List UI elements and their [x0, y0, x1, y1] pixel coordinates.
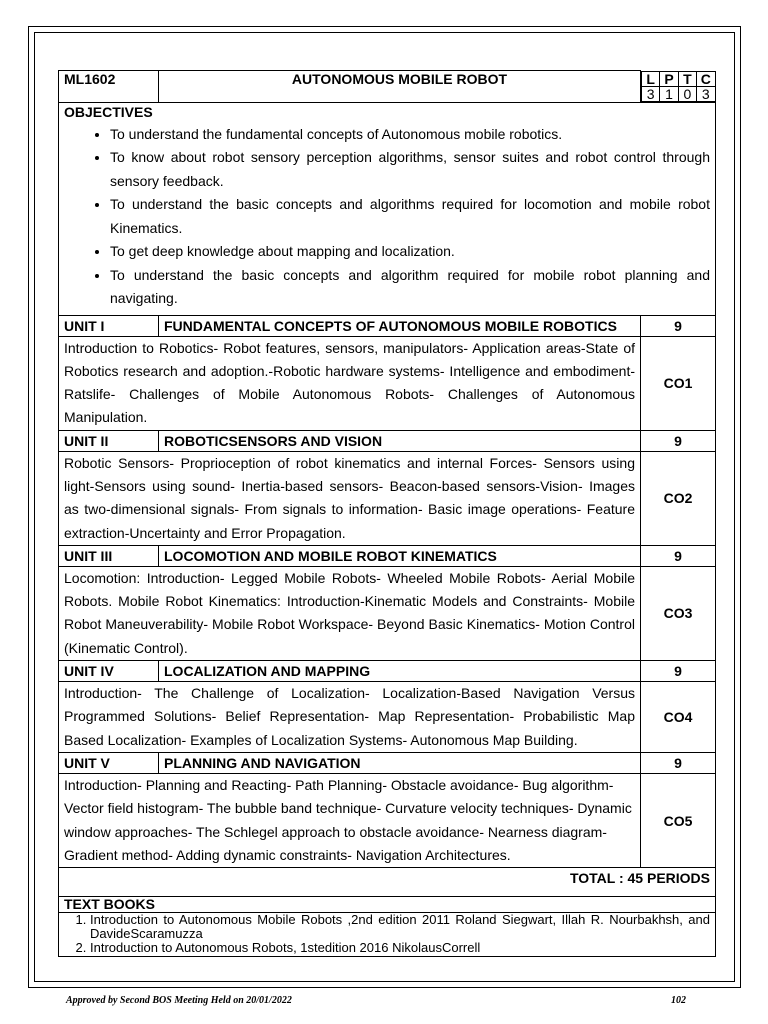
- ltpc-label: P: [660, 71, 678, 86]
- unit-content: Introduction- The Challenge of Localization- Localization-Based Navigation Versus Programmed Solutions- Belief Representation- Map Representation- Probabilistic Map Based Localization- Examples of Localization Systems- Autonomous Map Building.: [59, 682, 641, 753]
- unit-label: UNIT I: [59, 315, 159, 336]
- ltpc-value: 1: [660, 86, 678, 101]
- text-book-item: 1. Introduction to Autonomous Mobile Robots ,2nd edition 2011 Roland Siegwart, Illah R. Nourbakhsh, and DavideScaramuzza: [90, 913, 710, 941]
- course-header-row: [59, 71, 716, 103]
- unit-title: PLANNING AND NAVIGATION: [159, 752, 641, 773]
- unit-content-row: [59, 682, 716, 753]
- unit-label: UNIT V: [59, 752, 159, 773]
- page-footer: [66, 995, 686, 1006]
- unit-header-row: [59, 430, 716, 451]
- objective-item: • To understand the basic concepts and algorithm required for mobile robot planning and navigating.: [110, 264, 710, 311]
- unit-title: LOCALIZATION AND MAPPING: [159, 661, 641, 682]
- text-books-heading: TEXT BOOKS: [64, 896, 156, 913]
- unit-hours: 9: [641, 545, 716, 566]
- objectives-heading: OBJECTIVES: [64, 103, 153, 120]
- approval-note: Approved by Second BOS Meeting Held on 20/01/2022: [66, 995, 292, 1006]
- course-outcome: CO4: [641, 682, 716, 753]
- unit-label: UNIT II: [59, 430, 159, 451]
- unit-content-row: [59, 451, 716, 545]
- unit-content: Robotic Sensors- Proprioception of robot kinematics and internal Forces- Sensors using light-Sensors using sound- Inertia-based sensors- Beacon-based sensors-Vision- Images as two-dimensional signals- From signals to information- Basic image operations- Feature extraction-Uncertainty and Error Propagation.: [59, 451, 641, 545]
- objectives-row: [59, 102, 716, 315]
- text-books-list-cell: [59, 913, 716, 957]
- course-title: AUTONOMOUS MOBILE ROBOT: [159, 71, 641, 103]
- unit-content: Introduction to Robotics- Robot features, sensors, manipulators- Application areas-State of Robotics research and adoption.-Robotic hardware systems- Intelligence and embodiment-Ratslife- Challenges of Mobile Autonomous Robots- Challenges of Autonomous Manipulation.: [59, 336, 641, 430]
- unit-header-row: [59, 545, 716, 566]
- course-outcome: CO1: [641, 336, 716, 430]
- syllabus-table: [58, 70, 716, 957]
- total-row: [59, 868, 716, 897]
- unit-content-row: [59, 773, 716, 867]
- objectives-section: [59, 102, 716, 315]
- unit-content: Locomotion: Introduction- Legged Mobile Robots- Wheeled Mobile Robots- Aerial Mobile Robots. Mobile Robot Kinematics: Introduction-Kinematic Models and Constraints- Mobile Robot Maneuverability- Mobile Robot Workspace- Beyond Basic Kinematics- Motion Control (Kinematic Control).: [59, 566, 641, 660]
- objective-item: • To get deep knowledge about mapping and localization.: [110, 240, 710, 264]
- ltpc-table: [641, 71, 716, 102]
- text-books-row: [59, 897, 716, 913]
- unit-hours: 9: [641, 430, 716, 451]
- unit-label: UNIT III: [59, 545, 159, 566]
- unit-title: ROBOTICSENSORS AND VISION: [159, 430, 641, 451]
- ltpc-value: 0: [678, 86, 696, 101]
- course-outcome: CO5: [641, 773, 716, 867]
- objectives-list: [64, 123, 710, 311]
- ltpc-value: 3: [697, 86, 715, 101]
- text-books-list: [64, 913, 710, 955]
- text-books-section: [59, 897, 716, 913]
- ltpc-box: [641, 71, 716, 103]
- objective-item: • To know about robot sensory perception algorithms, sensor suites and robot control through sensory feedback.: [110, 146, 710, 193]
- page-number: 102: [671, 995, 686, 1006]
- unit-hours: 9: [641, 315, 716, 336]
- ltpc-label: C: [697, 71, 715, 86]
- unit-title: LOCOMOTION AND MOBILE ROBOT KINEMATICS: [159, 545, 641, 566]
- objective-item: • To understand the basic concepts and algorithms required for locomotion and mobile robot Kinematics.: [110, 193, 710, 240]
- total-periods: TOTAL : 45 PERIODS: [59, 868, 716, 897]
- ltpc-label: T: [678, 71, 696, 86]
- unit-content-row: [59, 566, 716, 660]
- objective-item: • To understand the fundamental concepts of Autonomous mobile robotics.: [110, 123, 710, 147]
- text-book-item: 2. Introduction to Autonomous Robots, 1stedition 2016 NikolausCorrell: [90, 941, 710, 955]
- unit-header-row: [59, 661, 716, 682]
- unit-label: UNIT IV: [59, 661, 159, 682]
- ltpc-label: L: [642, 71, 660, 86]
- ltpc-value: 3: [642, 86, 660, 101]
- unit-header-row: [59, 315, 716, 336]
- unit-hours: 9: [641, 661, 716, 682]
- unit-title: FUNDAMENTAL CONCEPTS OF AUTONOMOUS MOBILE ROBOTICS: [159, 315, 641, 336]
- course-outcome: CO3: [641, 566, 716, 660]
- unit-content: Introduction- Planning and Reacting- Path Planning- Obstacle avoidance- Bug algorithm- Vector field histogram- The bubble band technique- Curvature velocity techniques- Dynamic window approaches- The Schlegel approach to obstacle avoidance- Nearness diagram- Gradient method- Adding dynamic constraints- Navigation Architectures.: [59, 773, 641, 867]
- course-code: ML1602: [59, 71, 159, 103]
- unit-header-row: [59, 752, 716, 773]
- unit-content-row: [59, 336, 716, 430]
- text-books-list-row: [59, 913, 716, 957]
- unit-hours: 9: [641, 752, 716, 773]
- course-outcome: CO2: [641, 451, 716, 545]
